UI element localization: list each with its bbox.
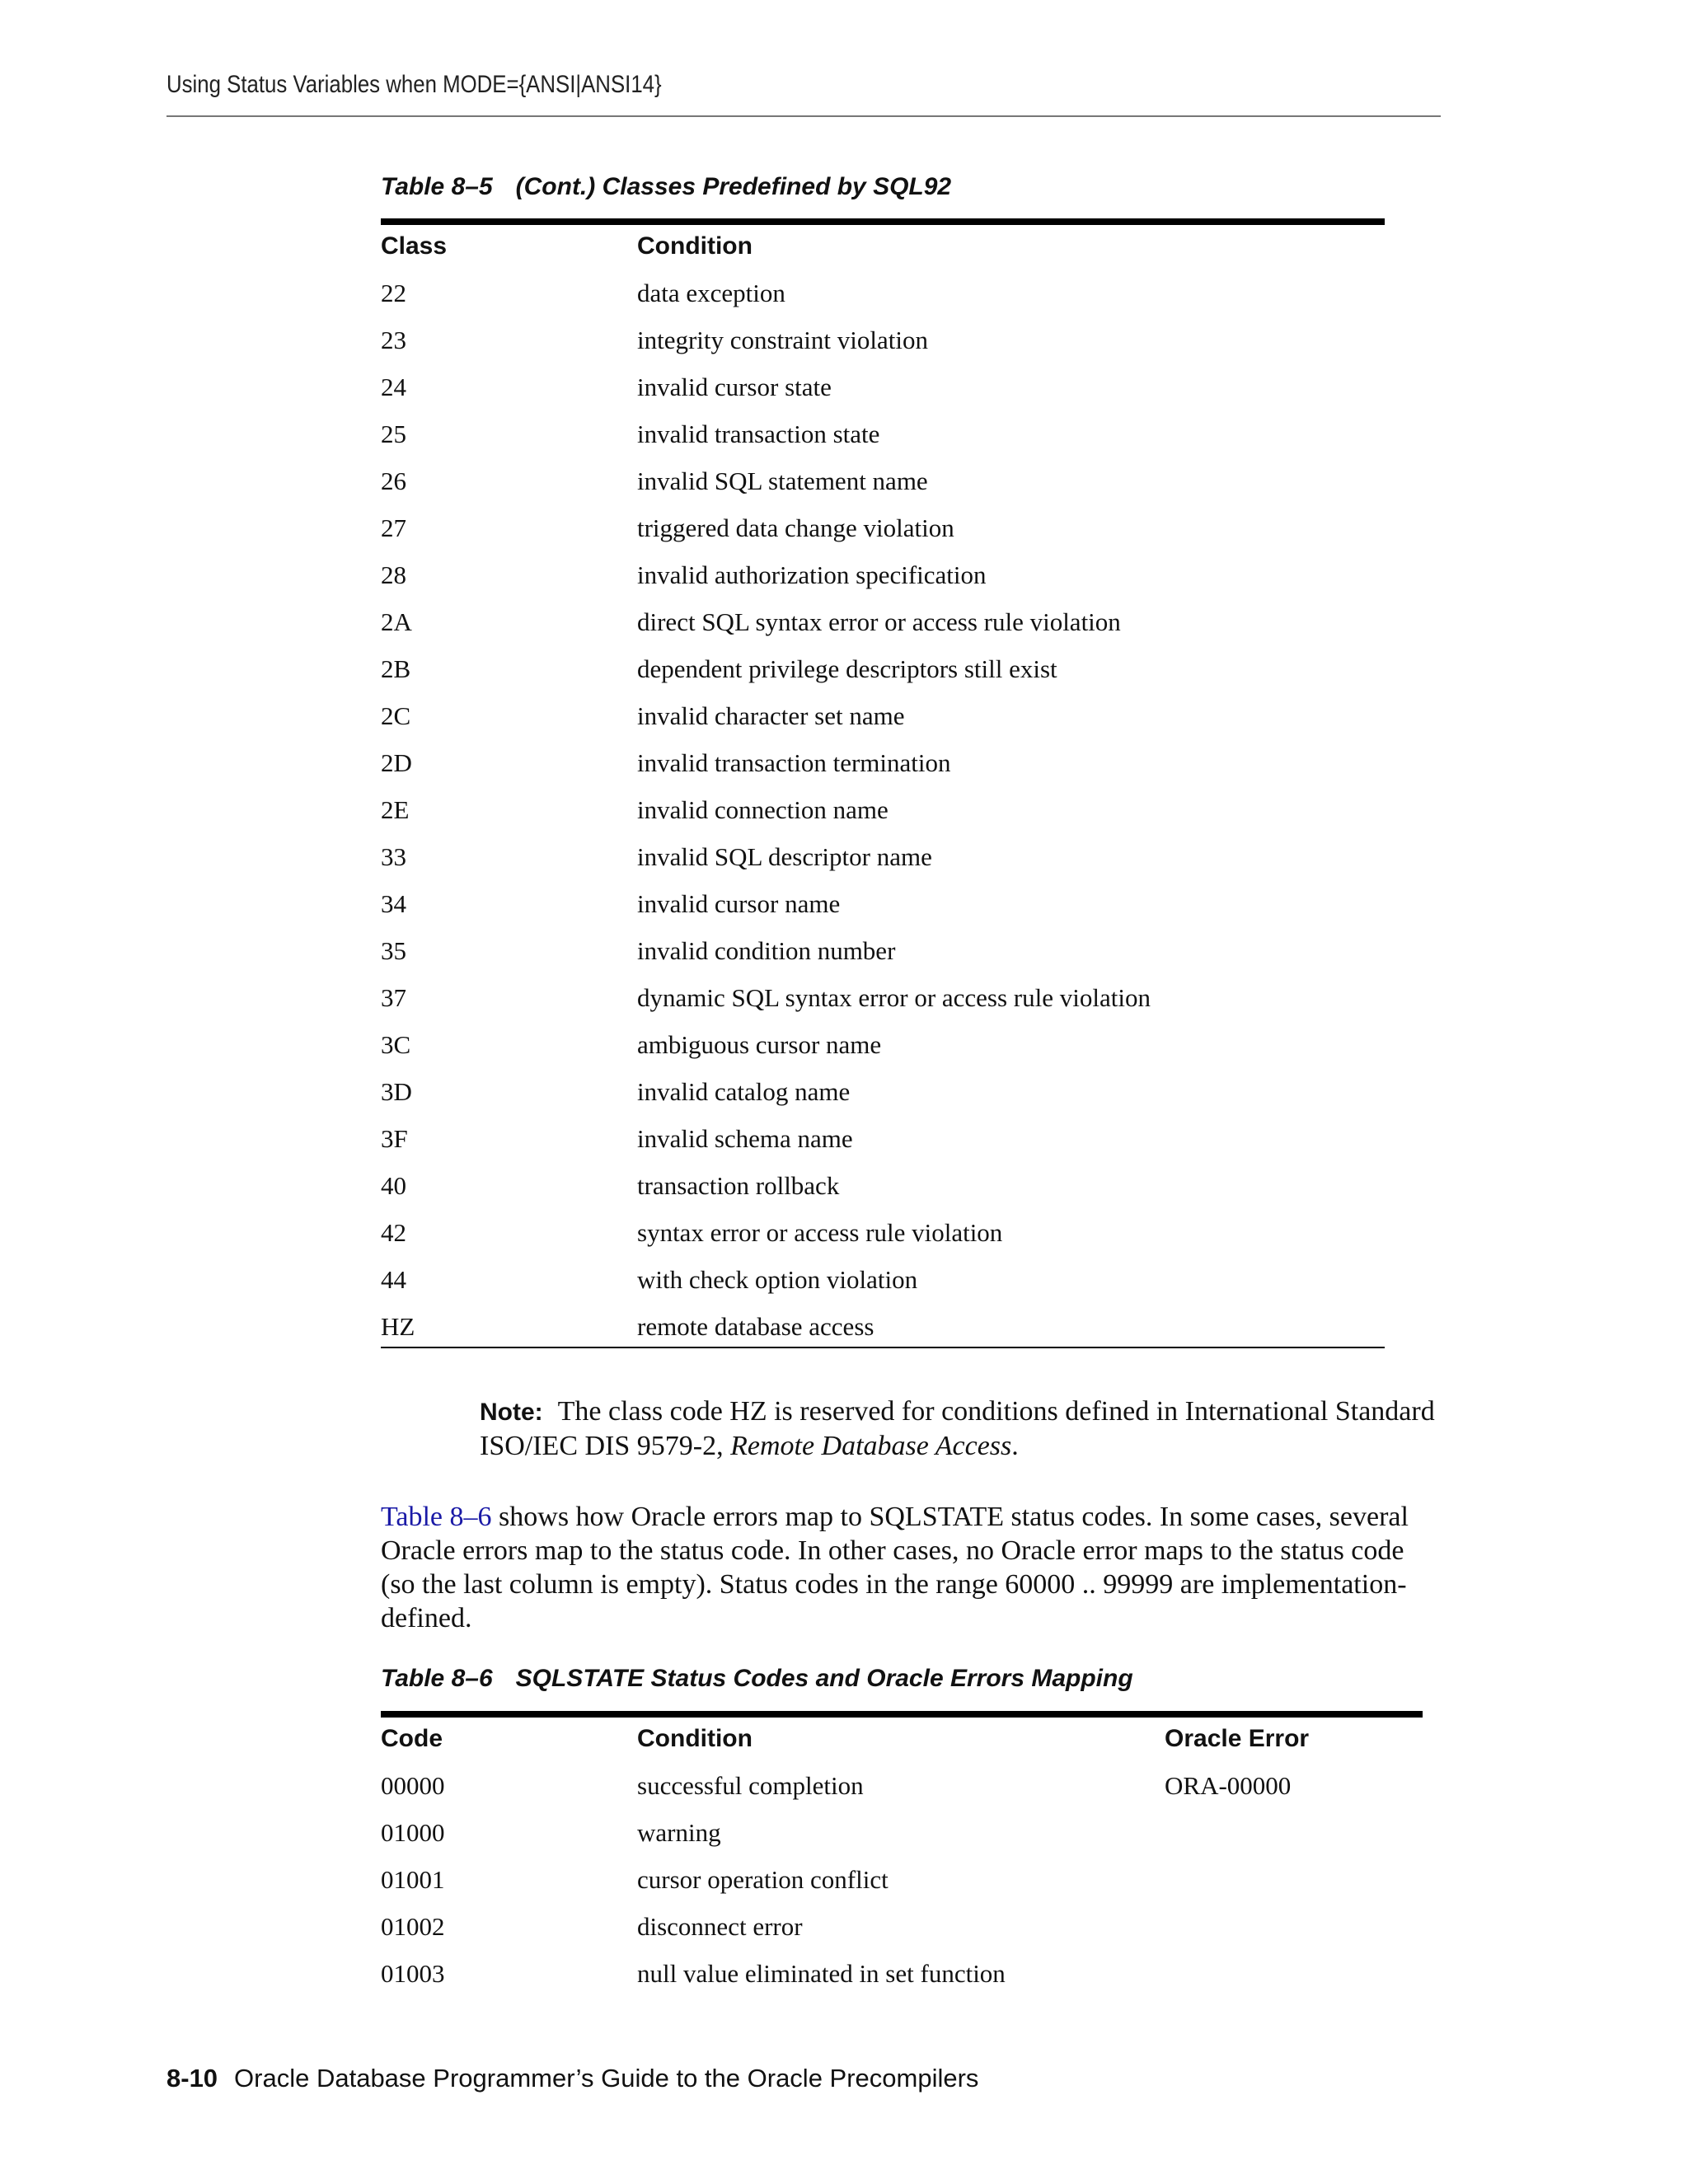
class-cell: 3C	[381, 1030, 411, 1059]
condition-cell: invalid SQL statement name	[637, 466, 928, 495]
class-cell: 2B	[381, 654, 411, 683]
class-cell: 24	[381, 373, 406, 401]
condition-cell: with check option violation	[637, 1265, 918, 1294]
class-cell: 27	[381, 513, 406, 542]
condition-cell: invalid transaction state	[637, 419, 880, 448]
code-cell: 01000	[381, 1818, 445, 1847]
book-title: Oracle Database Programmer’s Guide to the Oracle Precompilers	[234, 2064, 979, 2093]
note-block	[480, 1394, 1452, 1463]
class-cell: 23	[381, 326, 406, 354]
note-emphasis: Remote Database Access	[730, 1431, 1012, 1461]
code-cell: 00000	[381, 1771, 445, 1800]
condition-cell: cursor operation conflict	[637, 1865, 889, 1894]
oracle-error-cell: ORA-00000	[1165, 1771, 1292, 1800]
page-footer	[166, 2064, 978, 2093]
condition-cell: direct SQL syntax error or access rule violation	[637, 607, 1121, 636]
condition-cell: null value eliminated in set function	[637, 1959, 1006, 1988]
condition-cell: invalid cursor name	[637, 889, 841, 918]
class-cell: 2A	[381, 607, 412, 636]
code-cell: 01002	[381, 1912, 445, 1941]
condition-cell: invalid condition number	[637, 936, 896, 965]
column-header-class: Class	[381, 232, 448, 260]
class-cell: 22	[381, 279, 406, 307]
table-8-5-top-rule	[381, 218, 1385, 225]
code-cell: 01003	[381, 1959, 445, 1988]
condition-cell: invalid authorization specification	[637, 560, 987, 589]
column-header-oracle-error: Oracle Error	[1165, 1725, 1310, 1752]
note-text: The class code HZ is reserved for conditions defined in International Standard ISO/IEC DIS 9579-2,	[480, 1396, 1435, 1461]
note-label: Note:	[480, 1399, 543, 1426]
page-number: 8-10	[166, 2064, 218, 2093]
paragraph-text: shows how Oracle errors map to SQLSTATE status codes. In some cases, several Oracle errors map to the status code. In other cases, no Oracle error maps to the status code (so the last column is empty). Status codes in the range 60000 .. 99999 are implementation-defined.	[381, 1502, 1409, 1633]
class-cell: 37	[381, 983, 406, 1012]
condition-cell: triggered data change violation	[637, 513, 954, 542]
table-8-6-link[interactable]: Table 8–6	[381, 1502, 492, 1532]
condition-cell: invalid character set name	[637, 701, 905, 730]
header-divider	[166, 115, 1441, 117]
class-cell: HZ	[381, 1312, 415, 1341]
class-cell: 34	[381, 889, 406, 918]
class-cell: 26	[381, 466, 406, 495]
condition-cell: transaction rollback	[637, 1171, 840, 1200]
running-header: Using Status Variables when MODE={ANSI|ANSI14}	[166, 71, 662, 98]
class-cell: 2D	[381, 748, 412, 777]
condition-cell: invalid schema name	[637, 1124, 853, 1153]
condition-cell: syntax error or access rule violation	[637, 1218, 1003, 1247]
table-8-5-caption	[381, 173, 951, 201]
class-cell: 44	[381, 1265, 406, 1294]
table-8-6-caption	[381, 1665, 1133, 1693]
table-title: SQLSTATE Status Codes and Oracle Errors Mapping	[515, 1665, 1133, 1692]
condition-cell: invalid cursor state	[637, 373, 832, 401]
class-cell: 2C	[381, 701, 411, 730]
table-number: Table 8–6	[381, 1665, 493, 1692]
condition-cell: warning	[637, 1818, 721, 1847]
condition-cell: remote database access	[637, 1312, 874, 1341]
condition-cell: invalid SQL descriptor name	[637, 842, 932, 871]
condition-cell: dependent privilege descriptors still exist	[637, 654, 1057, 683]
table-8-5-bottom-rule	[381, 1347, 1385, 1348]
class-cell: 35	[381, 936, 406, 965]
class-cell: 25	[381, 419, 406, 448]
code-cell: 01001	[381, 1865, 445, 1894]
class-cell: 42	[381, 1218, 406, 1247]
condition-cell: invalid transaction termination	[637, 748, 951, 777]
column-header-condition: Condition	[637, 232, 753, 260]
condition-cell: ambiguous cursor name	[637, 1030, 882, 1059]
class-cell: 3D	[381, 1077, 412, 1106]
condition-cell: disconnect error	[637, 1912, 803, 1941]
condition-cell: integrity constraint violation	[637, 326, 928, 354]
column-header-code: Code	[381, 1725, 443, 1752]
class-cell: 2E	[381, 795, 410, 824]
condition-cell: dynamic SQL syntax error or access rule violation	[637, 983, 1151, 1012]
condition-cell: data exception	[637, 279, 785, 307]
table-title: (Cont.) Classes Predefined by SQL92	[515, 173, 952, 200]
condition-cell: invalid connection name	[637, 795, 889, 824]
class-cell: 40	[381, 1171, 406, 1200]
condition-cell: successful completion	[637, 1771, 864, 1800]
table-number: Table 8–5	[381, 173, 493, 200]
class-cell: 3F	[381, 1124, 408, 1153]
column-header-condition: Condition	[637, 1725, 753, 1752]
class-cell: 33	[381, 842, 406, 871]
body-paragraph	[381, 1500, 1444, 1635]
condition-cell: invalid catalog name	[637, 1077, 851, 1106]
note-end: .	[1011, 1431, 1019, 1461]
class-cell: 28	[381, 560, 406, 589]
